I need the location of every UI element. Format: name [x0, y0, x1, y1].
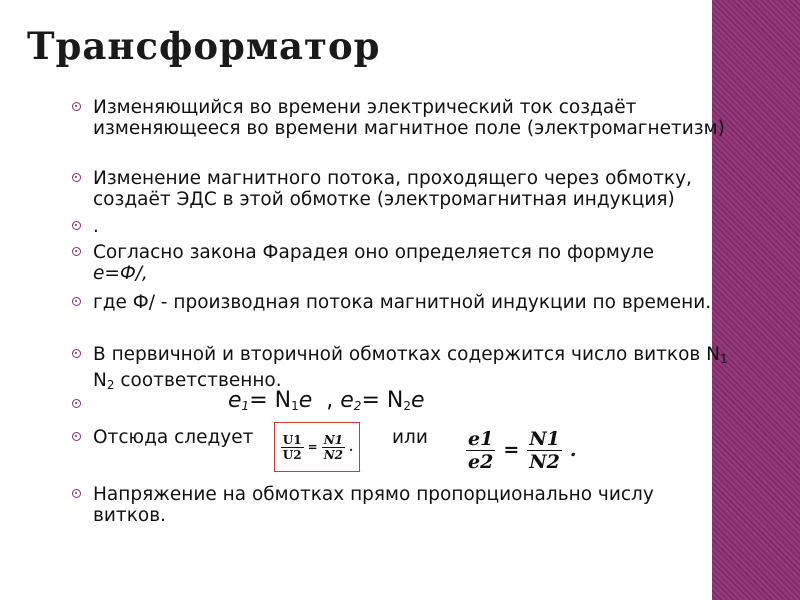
bullet-text: Напряжение на обмотках прямо пропорционально числу витков.	[93, 484, 654, 526]
bullet-text: В первичной и вторичной обмотках содержится число витков $N_1$ $N_2$ соответственно.	[93, 344, 728, 392]
bullet-text: Отсюда следует	[93, 427, 254, 448]
emf-ratio-formula: $\frac{e1}{e2}$ = $\frac{N1}{N2}$ .	[468, 427, 577, 473]
bullet-item	[72, 292, 732, 313]
bullet-item	[72, 216, 732, 237]
bullet-icon	[72, 221, 81, 230]
bullet-item	[72, 484, 732, 526]
bullet-icon	[72, 297, 81, 306]
bullet-icon	[72, 399, 81, 408]
emf-equation: $e_1= N_1e$ , $e_2= N_2e$	[228, 388, 425, 413]
bullet-text: Изменение магнитного потока, проходящего через обмотку, создаёт ЭДС в этой обмотке (электромагнитная индукция)	[93, 168, 692, 210]
bullet-item	[72, 242, 732, 284]
bullet-item	[72, 427, 732, 448]
bullet-text: Согласно закона Фарадея оно определяется по формуле	[93, 242, 654, 263]
bullet-icon	[72, 173, 81, 182]
bullet-item	[72, 97, 732, 139]
faraday-formula: e=Ф/,	[93, 263, 148, 284]
voltage-ratio-formula: $\frac{U1}{U2}$ = $\frac{N1}{N2}$ .	[274, 422, 360, 472]
bullet-icon	[72, 432, 81, 441]
bullet-icon	[72, 247, 81, 256]
bullet-text: где Ф/ - производная потока магнитной индукции по времени.	[93, 292, 712, 313]
bullet-icon	[72, 349, 81, 358]
bullet-text: Изменяющийся во времени электрический ток создаёт изменяющееся во времени магнитное поле (электромагнетизм)	[93, 97, 725, 139]
slide-title: Трансформатор	[27, 24, 381, 68]
or-label: или	[392, 427, 428, 448]
bullet-text: .	[93, 216, 99, 237]
bullet-icon	[72, 489, 81, 498]
bullet-icon	[72, 102, 81, 111]
bullet-item	[72, 168, 732, 210]
